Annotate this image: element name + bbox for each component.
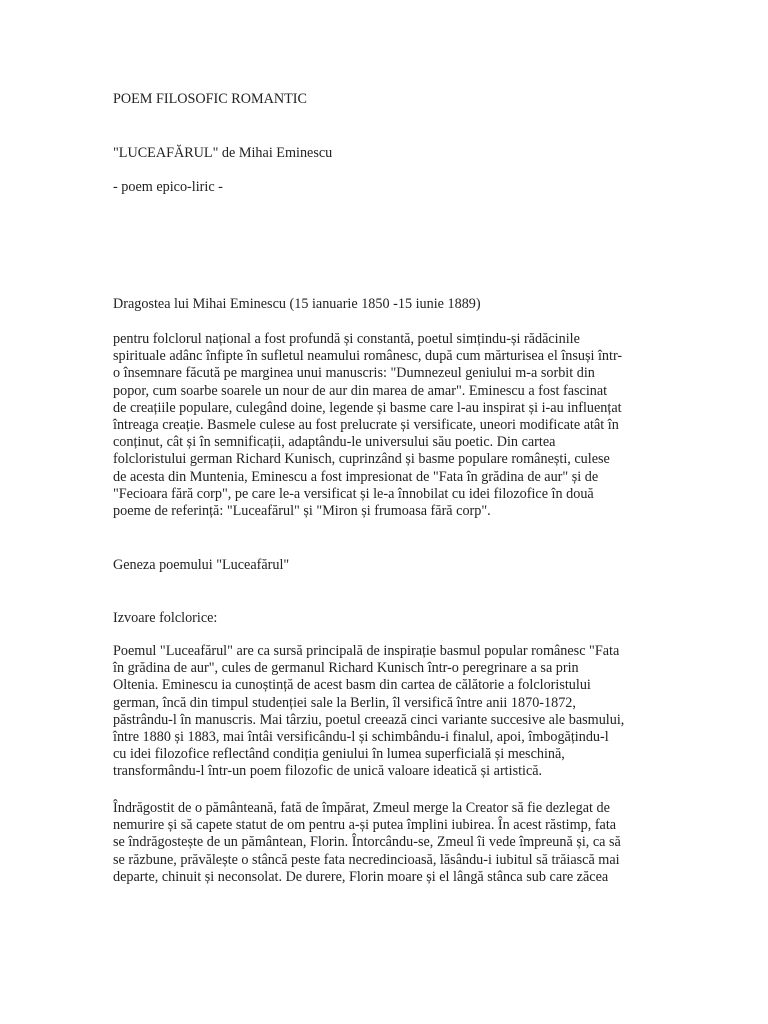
paragraph-line: se îndrăgostește de un pământean, Florin. Întorcându-se, Zmeul îi vede împreună și, ca să (113, 834, 621, 851)
paragraph-line: nemurire și să capete statut de om pentru a-și putea împlini iubirea. În acest răstimp, fata (113, 817, 617, 834)
paragraph-line: de creațiile populare, culegând doine, legende și basme care l-au inspirat și i-au influențat (113, 399, 622, 416)
genre-subtitle: - poem epico-liric - (113, 179, 223, 195)
work-heading: "LUCEAFĂRUL" de Mihai Eminescu (113, 145, 333, 161)
paragraph-sources (113, 643, 673, 781)
paragraph-line: cu idei filozofice reflectând condiția geniului în lumea superficială și meschină, (113, 746, 565, 763)
paragraph-line: poeme de referință: "Luceafărul" și "Miron și frumoasa fără corp". (113, 503, 491, 520)
paragraph-line: popor, cum soarbe soarele un nour de aur din marea de amar". Eminescu a fost fascinat (113, 382, 608, 399)
paragraph-line: german, încă din timpul studenției sale la Berlin, îl versifică între anii 1870-1872, (113, 694, 576, 711)
paragraph-line: Oltenia. Eminescu ia cunoștință de acest basm din cartea de călătorie a folcloristului (113, 677, 591, 694)
paragraph-line: între 1880 și 1883, mai întâi versificându-l și schimbându-i finalul, apoi, îmbogățindu-l (113, 729, 609, 746)
paragraph-line: Îndrăgostit de o pământeană, fată de împărat, Zmeul merge la Creator să fie dezlegat de (113, 800, 610, 816)
paragraph-line: spirituale adânc înfipte în sufletul neamului românesc, după cum mărturisea el însuși într- (113, 348, 623, 365)
paragraph-line: departe, chinuit și neconsolat. De durere, Florin moare și el lângă stânca sub care zăcea (113, 868, 609, 885)
paragraph-line: transformându-l într-un poem filozofic de unică valoare ideatică și artistică. (113, 763, 543, 780)
paragraph-line: o însemnare făcută pe marginea unui manuscris: "Dumnezeul geniului m-a sorbit din (113, 365, 595, 382)
paragraph-line: Poemul "Luceafărul" are ca sursă principală de inspirație basmul popular românesc "Fata (113, 643, 620, 659)
paragraph-line: "Fecioara fără corp", pe care le-a versificat și le-a înnobilat cu idei filozofice în două (113, 485, 594, 502)
document-title: POEM FILOSOFIC ROMANTIC (113, 91, 307, 107)
paragraph-line: folcloristului german Richard Kunisch, cuprinzând și basme populare românești, culese (113, 451, 610, 468)
paragraph-line: întreaga creație. Basmele culese au fost prelucrate și versificate, uneori modificate atât în (113, 417, 619, 434)
paragraph-line: păstrându-l în manuscris. Mai târziu, poetul creează cinci variante succesive ale basmului, (113, 711, 625, 728)
paragraph-line: conținut, cât și în semnificații, adaptându-le universului său poetic. Din cartea (113, 434, 556, 451)
paragraph-line: pentru folclorul național a fost profundă și constantă, poetul simțindu-și rădăcinile (113, 331, 580, 347)
section-heading-love: Dragostea lui Mihai Eminescu (15 ianuarie 1850 -15 iunie 1889) (113, 296, 481, 312)
paragraph-folklore-love (113, 331, 673, 520)
paragraph-story (113, 800, 673, 886)
paragraph-line: în grădina de aur", cules de germanul Richard Kunisch într-o peregrinare a sa prin (113, 660, 579, 677)
paragraph-line: se răzbune, prăvălește o stâncă peste fata necredincioasă, lăsându-i iubitul să trăiască mai (113, 851, 620, 868)
paragraph-line: de acesta din Muntenia, Eminescu a fost impresionat de "Fata în grădina de aur" și de (113, 468, 599, 485)
section-heading-sources: Izvoare folclorice: (113, 610, 218, 626)
section-heading-genesis: Geneza poemului "Luceafărul" (113, 557, 290, 573)
